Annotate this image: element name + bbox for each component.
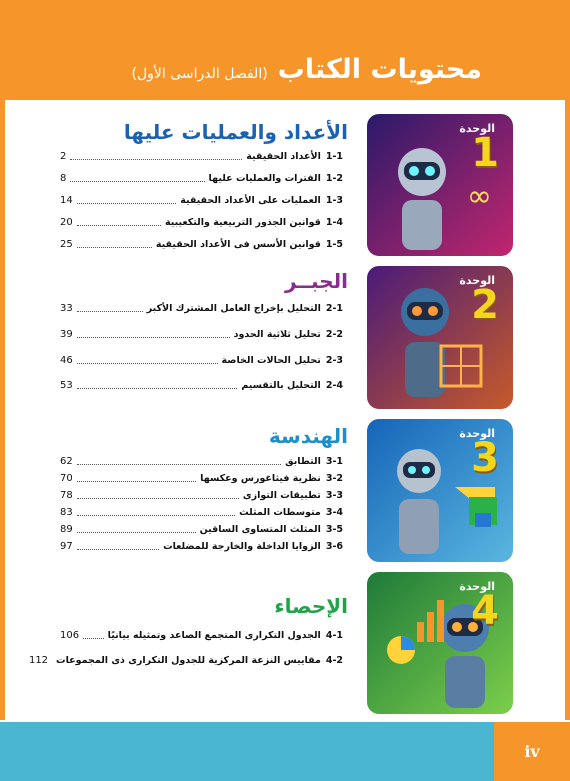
lesson-row: 1-1 الأعداد الحقيقية 2	[60, 150, 343, 162]
unit-4-illustration	[367, 572, 513, 714]
header-bar	[0, 0, 570, 100]
page-number: iv	[524, 742, 540, 761]
footer-bar	[0, 722, 570, 781]
unit-2-label: الوحدة	[459, 274, 495, 287]
unit-4-title: الإحصاء	[274, 594, 348, 618]
unit-2-illustration	[367, 266, 513, 409]
page-title: محتويات الكتاب	[277, 54, 482, 85]
unit-3-illustration	[367, 419, 513, 562]
lesson-row: 3-6 الزوايا الداخلة والخارجة للمضلعات 97	[60, 540, 343, 552]
lesson-row: 4-1 الجدول التكرارى المتجمع الصاعد وتمثيله بيانيًا 106	[60, 629, 343, 641]
lesson-row: 2-2 تحليل ثلاثية الحدود 39	[60, 328, 343, 340]
page-subtitle: (الفصل الدراسى الأول)	[131, 66, 268, 82]
lesson-row: 3-2 نظرية فيثاغورس وعكسها 70	[60, 472, 343, 484]
unit-3-number: 3	[471, 435, 499, 481]
lesson-row: 2-1 التحليل بإخراج العامل المشترك الأكبر 33	[60, 302, 343, 314]
unit-3-label: الوحدة	[459, 427, 495, 440]
lesson-row: 1-5 قوانين الأسس فى الأعداد الحقيقية 25	[60, 238, 343, 250]
right-border	[565, 100, 570, 720]
unit-4-label: الوحدة	[459, 580, 495, 593]
page-title-row	[132, 54, 483, 85]
lesson-row: 1-3 العمليات على الأعداد الحقيقية 14	[60, 194, 343, 206]
page-number-box	[494, 722, 570, 781]
lesson-row: 3-3 تطبيقات التوازى 78	[60, 489, 343, 501]
unit-2-title: الجبــر	[284, 269, 348, 293]
lesson-row: 2-3 تحليل الحالات الخاصة 46	[60, 354, 343, 366]
unit-1-title: الأعداد والعمليات عليها	[123, 120, 348, 144]
unit-1-illustration	[367, 114, 513, 256]
lesson-row: 4-2 مقاييس النزعة المركزية للجدول التكرارى ذى المجموعات 112	[28, 654, 343, 666]
lesson-row: 1-2 الفترات والعمليات عليها 8	[60, 172, 343, 184]
unit-1-label: الوحدة	[459, 122, 495, 135]
lesson-row: 3-4 متوسطات المثلث 83	[60, 506, 343, 518]
lesson-row: 3-1 التطابق 62	[60, 455, 343, 467]
left-border	[0, 100, 5, 720]
unit-4-number: 4	[471, 588, 499, 634]
lesson-row: 1-4 قوانين الجذور التربيعية والتكعيبية 20	[60, 216, 343, 228]
unit-2-number: 2	[471, 282, 499, 328]
svg-text:∞: ∞	[467, 179, 492, 214]
unit-3-title: الهندسة	[268, 424, 348, 448]
lesson-row: 2-4 التحليل بالتقسيم 53	[60, 379, 343, 391]
lesson-row: 3-5 المثلث المتساوى الساقين 89	[60, 523, 343, 535]
unit-1-number: 1	[471, 130, 499, 176]
